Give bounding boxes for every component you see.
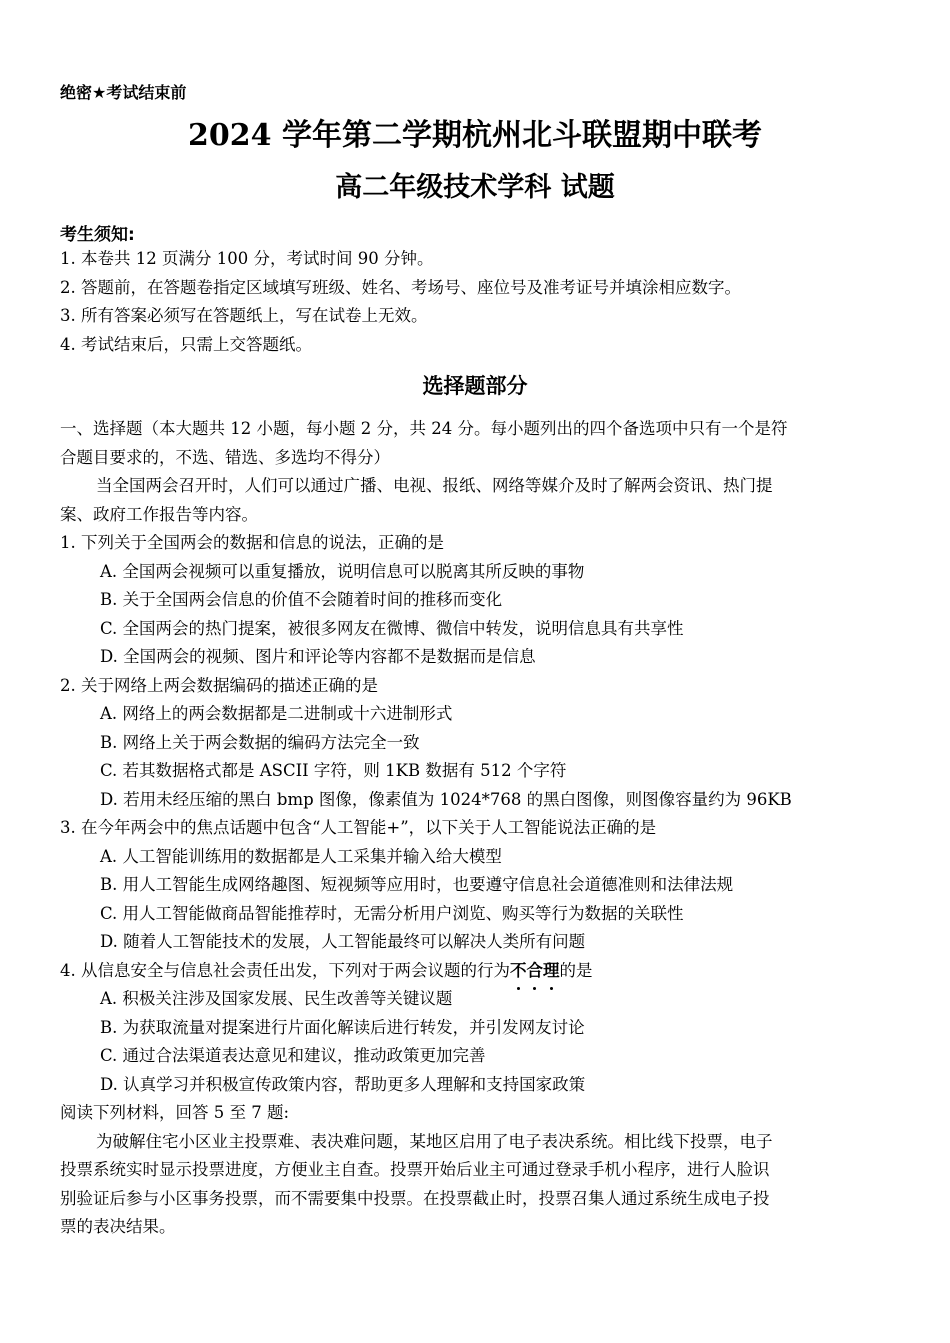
passage-line: 当全国两会召开时，人们可以通过广播、电视、报纸、网络等媒介及时了解两会资讯、热门提 (96, 476, 773, 495)
exam-title: 2024 学年第二学期杭州北斗联盟期中联考 (188, 118, 762, 153)
question-2-stem: 2. 关于网络上两会数据编码的描述正确的是 (60, 675, 378, 695)
question-2-option-d: D. 若用未经压缩的黑白 bmp 图像，像素值为 1024*768 的黑白图像，则图像容量约为 96KB (100, 789, 792, 809)
question-4-stem (60, 957, 900, 986)
question-1-option-a: A. 全国两会视频可以重复播放，说明信息可以脱离其所反映的事物 (100, 561, 585, 581)
question-1-stem: 1. 下列关于全国两会的数据和信息的说法，正确的是 (60, 533, 444, 552)
question-1-option-c: C. 全国两会的热门提案，被很多网友在微博、微信中转发，说明信息具有共享性 (100, 618, 684, 638)
reading-line: 为破解住宅小区业主投票难、表决难问题，某地区启用了电子表决系统。相比线下投票，电子 (96, 1131, 773, 1151)
question-4-emphasis (510, 957, 560, 986)
question-3-option-d: D. 随着人工智能技术的发展，人工智能最终可以解决人类所有问题 (100, 932, 586, 951)
exam-subtitle: 高二年级技术学科 试题 (335, 172, 615, 203)
question-4-option-a: A. 积极关注涉及国家发展、民生改善等关键议题 (100, 989, 453, 1008)
question-3-stem: 3. 在今年两会中的焦点话题中包含“人工智能+”，以下关于人工智能说法正确的是 (60, 818, 657, 837)
emphasis-char: 不 (510, 957, 527, 986)
reading-line: 票的表决结果。 (60, 1217, 176, 1236)
reading-line: 投票系统实时显示投票进度，方便业主自查。投票开始后业主可通过登录手机小程序，进行人脸识 (60, 1160, 770, 1179)
section-intro-line: 一、选择题（本大题共 12 小题，每小题 2 分，共 24 分。每小题列出的四个备选项中只有一个是符 (60, 419, 788, 438)
question-2-option-c: C. 若其数据格式都是 ASCII 字符，则 1KB 数据有 512 个字符 (100, 761, 567, 780)
question-3-option-b: B. 用人工智能生成网络趣图、短视频等应用时，也要遵守信息社会道德准则和法律法规 (100, 875, 734, 894)
question-3-option-a: A. 人工智能训练用的数据都是人工采集并输入给大模型 (100, 846, 502, 866)
question-4-option-d: D. 认真学习并积极宣传政策内容，帮助更多人理解和支持国家政策 (100, 1074, 586, 1094)
question-2-option-a: A. 网络上的两会数据都是二进制或十六进制形式 (100, 704, 453, 723)
emphasis-char: 合 (527, 957, 544, 986)
notice-list (60, 245, 900, 359)
question-1-option-b: B. 关于全国两会信息的价值不会随着时间的推移而变化 (100, 590, 503, 609)
question-3-option-c: C. 用人工智能做商品智能推荐时，无需分析用户浏览、购买等行为数据的关联性 (100, 903, 684, 923)
notice-item: 1. 本卷共 12 页满分 100 分，考试时间 90 分钟。 (60, 249, 434, 268)
confidential-label: 绝密★考试结束前 (60, 83, 187, 102)
question-4-stem-before: 4. 从信息安全与信息社会责任出发，下列对于两会议题的行为 (60, 960, 510, 980)
section-title: 选择题部分 (422, 373, 528, 398)
question-content (60, 415, 900, 1242)
reading-prompt: 阅读下列材料，回答 5 至 7 题: (60, 1103, 290, 1122)
passage-line: 案、政府工作报告等内容。 (60, 504, 258, 524)
question-1-option-d: D. 全国两会的视频、图片和评论等内容都不是数据而是信息 (100, 647, 536, 666)
notice-item: 3. 所有答案必须写在答题纸上，写在试卷上无效。 (60, 306, 428, 325)
notice-item: 2. 答题前，在答题卷指定区域填写班级、姓名、考场号、座位号及准考证号并填涂相应数字。 (60, 277, 741, 297)
notice-heading: 考生须知: (60, 225, 135, 245)
notice-item: 4. 考试结束后，只需上交答题纸。 (60, 334, 312, 354)
emphasis-char: 理 (543, 957, 560, 986)
question-4-stem-after: 的是 (559, 960, 593, 980)
reading-line: 别验证后参与小区事务投票，而不需要集中投票。在投票截止时，投票召集人通过系统生成电子投 (60, 1188, 770, 1208)
question-4-option-c: C. 通过合法渠道表达意见和建议，推动政策更加完善 (100, 1046, 486, 1065)
question-4-option-b: B. 为获取流量对提案进行片面化解读后进行转发，并引发网友讨论 (100, 1017, 585, 1037)
question-2-option-b: B. 网络上关于两会数据的编码方法完全一致 (100, 732, 420, 752)
section-intro-line: 合题目要求的，不选、错选、多选均不得分） (60, 447, 390, 467)
